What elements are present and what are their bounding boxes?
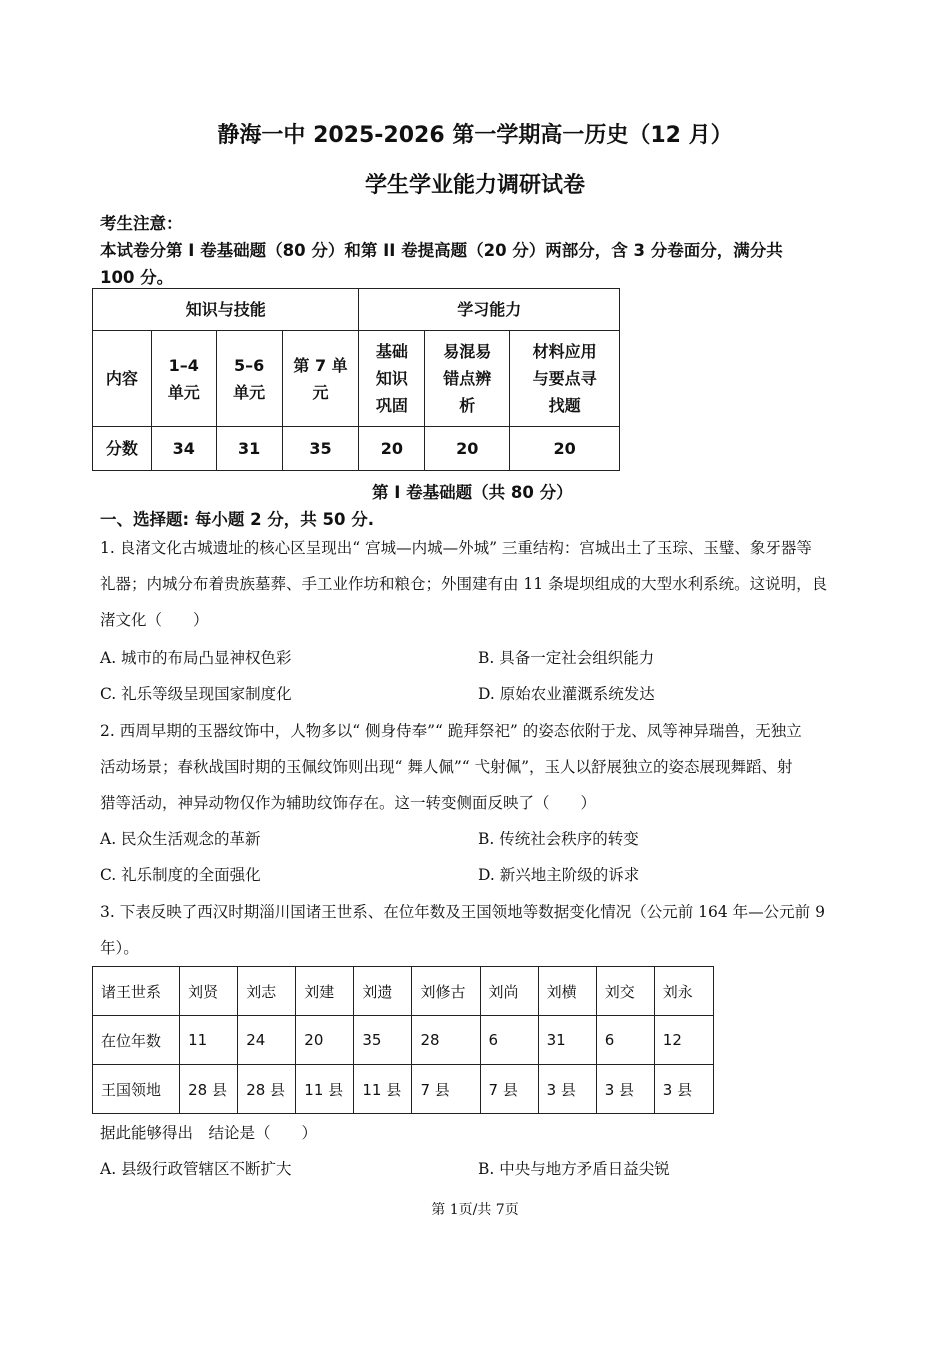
q1-option-d: D. 原始农业灌溉系统发达 xyxy=(478,685,655,703)
col-unit-1-4: 1–4 单元 xyxy=(151,331,216,427)
table-cell: 在位年数 xyxy=(93,1016,180,1065)
score-cell: 20 xyxy=(510,427,620,471)
table-row xyxy=(93,967,714,1016)
table-cell: 11 xyxy=(180,1016,238,1065)
table-cell: 20 xyxy=(296,1016,354,1065)
score-cell: 20 xyxy=(359,427,425,471)
page-footer: 第 1页/共 7页 xyxy=(431,1202,519,1218)
table-cell: 刘遗 xyxy=(354,967,412,1016)
q2-option-a: A. 民众生活观念的革新 xyxy=(100,830,261,848)
group-knowledge: 知识与技能 xyxy=(93,289,359,331)
q2-option-b: B. 传统社会秩序的转变 xyxy=(478,830,639,848)
section-heading: 第 I 卷基础题（共 80 分） xyxy=(372,483,573,502)
q3-conclusion: 据此能够得出 结论是（ ） xyxy=(100,1124,318,1142)
notice-line2: 100 分。 xyxy=(100,268,174,287)
table-cell: 12 xyxy=(654,1016,713,1065)
table-cell: 6 xyxy=(596,1016,654,1065)
score-cell: 35 xyxy=(282,427,359,471)
table-cell: 刘尚 xyxy=(480,967,538,1016)
table-row xyxy=(93,1065,714,1114)
table-cell: 刘贤 xyxy=(180,967,238,1016)
table-cell: 王国领地 xyxy=(93,1065,180,1114)
col-unit-7: 第 7 单 元 xyxy=(282,331,359,427)
table-cell: 28 县 xyxy=(238,1065,296,1114)
q1-line2: 礼器；内城分布着贵族墓葬、手工业作坊和粮仓；外围建有由 11 条堤坝组成的大型水利系统。这说明，良 xyxy=(100,575,828,593)
table-row xyxy=(93,1016,714,1065)
q3-option-b: B. 中央与地方矛盾日益尖锐 xyxy=(478,1160,670,1178)
notice-line1: 本试卷分第 I 卷基础题（80 分）和第 II 卷提高题（20 分）两部分，含 3 分卷面分，满分共 xyxy=(100,241,783,260)
table-cell: 11 县 xyxy=(354,1065,412,1114)
group-ability: 学习能力 xyxy=(359,289,620,331)
col-unit-5-6: 5–6 单元 xyxy=(216,331,282,427)
col-material: 材料应用 与要点寻 找题 xyxy=(510,331,620,427)
row-content-label: 内容 xyxy=(93,331,152,427)
row-score-label: 分数 xyxy=(93,427,152,471)
table-cell: 刘建 xyxy=(296,967,354,1016)
q1-option-b: B. 具备一定社会组织能力 xyxy=(478,649,655,667)
table-cell: 6 xyxy=(480,1016,538,1065)
table-cell: 28 xyxy=(412,1016,480,1065)
score-cell: 31 xyxy=(216,427,282,471)
score-cell: 20 xyxy=(425,427,510,471)
q2-line1: 2. 西周早期的玉器纹饰中，人物多以“ 侧身侍奉”“ 跪拜祭祀” 的姿态依附于龙、凤等神异瑞兽，无独立 xyxy=(100,722,802,740)
q3-option-a: A. 县级行政管辖区不断扩大 xyxy=(100,1160,292,1178)
exam-subtitle: 学生学业能力调研试卷 xyxy=(364,173,585,198)
table-cell: 刘横 xyxy=(538,967,596,1016)
table-cell: 11 县 xyxy=(296,1065,354,1114)
score-table xyxy=(92,288,620,471)
score-cell: 34 xyxy=(151,427,216,471)
q1-line1: 1. 良渚文化古城遗址的核心区呈现出“ 宫城—内城—外城” 三重结构：宫城出土了玉琮、玉璧、象牙器等 xyxy=(100,539,812,557)
q2-line2: 活动场景；春秋战国时期的玉佩纹饰则出现“ 舞人佩”“ 弋射佩”，玉人以舒展独立的姿态展现舞蹈、射 xyxy=(100,758,793,776)
table-cell: 刘交 xyxy=(596,967,654,1016)
table-cell: 刘志 xyxy=(238,967,296,1016)
table-cell: 3 县 xyxy=(596,1065,654,1114)
table-cell: 刘永 xyxy=(654,967,713,1016)
table-cell: 24 xyxy=(238,1016,296,1065)
table-cell: 35 xyxy=(354,1016,412,1065)
q1-option-c: C. 礼乐等级呈现国家制度化 xyxy=(100,685,292,703)
table-cell: 刘修古 xyxy=(412,967,480,1016)
table-cell: 3 县 xyxy=(538,1065,596,1114)
q2-option-c: C. 礼乐制度的全面强化 xyxy=(100,866,261,884)
q3-line2: 年）。 xyxy=(100,939,139,957)
q2-line3: 猎等活动，神异动物仅作为辅助纹饰存在。这一转变侧面反映了（ ） xyxy=(100,794,597,812)
q1-line3: 渚文化（ ） xyxy=(100,611,209,629)
notice-label: 考生注意： xyxy=(100,214,183,233)
table-cell: 7 县 xyxy=(412,1065,480,1114)
q3-line1: 3. 下表反映了西汉时期淄川国诸王世系、在位年数及王国领地等数据变化情况（公元前 164 年—公元前 9 xyxy=(100,903,825,921)
kings-table xyxy=(92,966,714,1114)
table-cell: 31 xyxy=(538,1016,596,1065)
q2-option-d: D. 新兴地主阶级的诉求 xyxy=(478,866,640,884)
table-cell: 3 县 xyxy=(654,1065,713,1114)
q1-option-a: A. 城市的布局凸显神权色彩 xyxy=(100,649,292,667)
col-confusing: 易混易 错点辨 析 xyxy=(425,331,510,427)
col-basic: 基础 知识 巩固 xyxy=(359,331,425,427)
table-cell: 28 县 xyxy=(180,1065,238,1114)
table-cell: 诸王世系 xyxy=(93,967,180,1016)
part-heading: 一、选择题: 每小题 2 分，共 50 分. xyxy=(100,510,375,529)
table-cell: 7 县 xyxy=(480,1065,538,1114)
exam-title: 静海一中 2025-2026 第一学期高一历史（12 月） xyxy=(217,123,733,148)
